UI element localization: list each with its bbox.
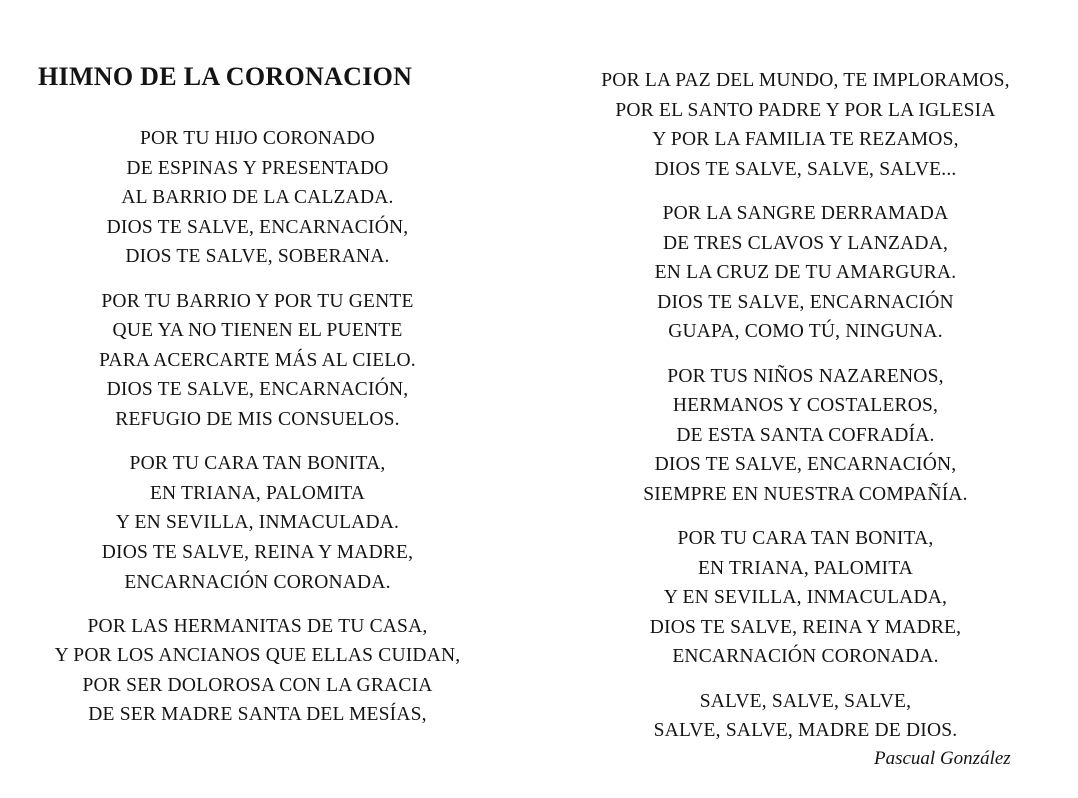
verse-line: PARA ACERCARTE MÁS AL CIELO. (99, 349, 416, 371)
verse-line: QUE YA NO TIENEN EL PUENTE (112, 320, 403, 342)
verse-line: EN TRIANA, PALOMITA (149, 482, 366, 504)
verse-line: DIOS TE SALVE, REINA Y MADRE, (101, 541, 414, 563)
right-column (578, 66, 1033, 746)
verse-line: DE TRES CLAVOS Y LANZADA, (662, 232, 949, 254)
stanza (30, 287, 485, 435)
verse-line: DIOS TE SALVE, ENCARNACIÓN (657, 291, 954, 313)
verse-line: SALVE, SALVE, SALVE, (699, 690, 912, 712)
verse-line: AL BARRIO DE LA CALZADA. (121, 187, 394, 209)
stanza (578, 524, 1033, 672)
verse-line: DE ESTA SANTA COFRADÍA. (676, 424, 935, 446)
verse-line: POR LAS HERMANITAS DE TU CASA, (87, 615, 428, 637)
verse-line: DIOS TE SALVE, ENCARNACIÓN, (106, 379, 409, 401)
verse-line: POR LA PAZ DEL MUNDO, TE IMPLORAMOS, (601, 70, 1010, 91)
stanza (578, 199, 1033, 347)
verse-line: REFUGIO DE MIS CONSUELOS. (115, 408, 400, 430)
stanza (30, 612, 485, 730)
verse-line: Y POR LOS ANCIANOS QUE ELLAS CUIDAN, (54, 645, 461, 667)
verse-line: DE ESPINAS Y PRESENTADO (126, 157, 389, 179)
verse-line: POR TU BARRIO Y POR TU GENTE (101, 290, 414, 312)
hymn-title: HIMNO DE LA CORONACION (38, 62, 413, 91)
verse-line: Y EN SEVILLA, INMACULADA. (115, 512, 400, 534)
stanza (30, 449, 485, 597)
left-column (30, 124, 485, 730)
verse-line: HERMANOS Y COSTALEROS, (672, 395, 939, 417)
verse-line: POR EL SANTO PADRE Y POR LA IGLESIA (615, 99, 996, 121)
verse-line: SALVE, SALVE, MADRE DE DIOS. (653, 720, 958, 742)
verse-line: DIOS TE SALVE, ENCARNACIÓN, (106, 216, 409, 238)
verse-line: ENCARNACIÓN CORONADA. (672, 646, 939, 668)
verse-line: POR LA SANGRE DERRAMADA (662, 202, 949, 224)
verse-line: ENCARNACIÓN CORONADA. (124, 571, 391, 593)
stanza (578, 687, 1033, 746)
verse-line: POR TUS NIÑOS NAZARENOS, (667, 365, 944, 387)
verse-line: Y EN SEVILLA, INMACULADA, (663, 587, 948, 609)
verse-line: DIOS TE SALVE, SOBERANA. (125, 246, 390, 268)
verse-line: DIOS TE SALVE, SALVE, SALVE... (654, 158, 957, 180)
verse-line: EN LA CRUZ DE TU AMARGURA. (654, 262, 957, 284)
verse-line: POR SER DOLOROSA CON LA GRACIA (82, 674, 433, 696)
verse-line: Y POR LA FAMILIA TE REZAMOS, (652, 129, 959, 151)
verse-line: SIEMPRE EN NUESTRA COMPAÑÍA. (643, 483, 968, 505)
verse-line: DE SER MADRE SANTA DEL MESÍAS, (88, 704, 427, 726)
verse-line: GUAPA, COMO TÚ, NINGUNA. (668, 321, 943, 343)
verse-line: POR TU HIJO CORONADO (140, 128, 375, 149)
verse-line: DIOS TE SALVE, REINA Y MADRE, (649, 616, 962, 638)
verse-line: POR TU CARA TAN BONITA, (129, 453, 386, 475)
stanza (30, 124, 485, 272)
author-signature: Pascual González (874, 748, 1011, 769)
stanza (578, 66, 1033, 184)
stanza (578, 362, 1033, 510)
verse-line: EN TRIANA, PALOMITA (697, 557, 914, 579)
verse-line: DIOS TE SALVE, ENCARNACIÓN, (654, 454, 957, 476)
verse-line: POR TU CARA TAN BONITA, (677, 528, 934, 550)
